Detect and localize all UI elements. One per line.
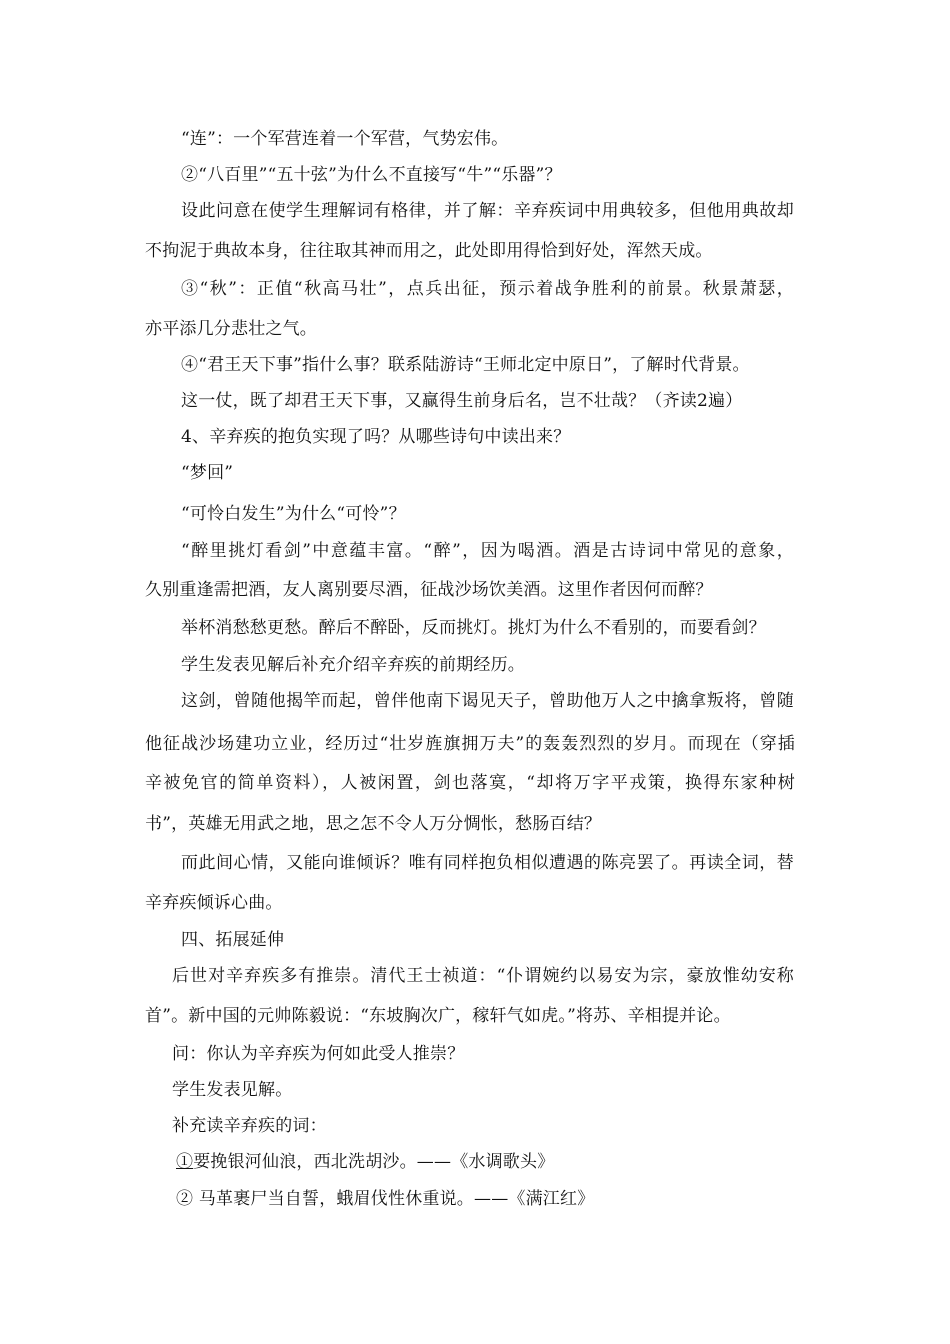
text-line: 辛弃疾倾诉心曲。 bbox=[145, 893, 283, 913]
text-line: ③“秋”：正值“秋高马壮”，点兵出征，预示着战争胜利的前景。秋景萧瑟， bbox=[181, 279, 794, 299]
text-line: 补充读辛弃疾的词： bbox=[172, 1116, 327, 1136]
text-line: ②“八百里”“五十弦”为什么不直接写“牛”“乐器”？ bbox=[181, 165, 562, 185]
text-line: 学生发表见解后补充介绍辛弃疾的前期经历。 bbox=[181, 655, 525, 675]
text-line: ④“君王天下事”指什么事？联系陆游诗“王师北定中原日”，了解时代背景。 bbox=[181, 355, 750, 375]
text-line: 学生发表见解。 bbox=[172, 1080, 293, 1100]
text-line: 不拘泥于典故本身，往往取其神而用之，此处即用得恰到好处，浑然天成。 bbox=[145, 241, 713, 261]
text-line: “醉里挑灯看剑”中意蕴丰富。“醉”，因为喝酒。酒是古诗词中常见的意象， bbox=[181, 541, 794, 561]
text-line: 问：你认为辛弃疾为何如此受人推崇？ bbox=[172, 1044, 465, 1064]
text-line: “梦回” bbox=[181, 463, 234, 483]
section-heading: 四、拓展延伸 bbox=[181, 930, 285, 950]
text-line: 辛被免官的简单资料），人被闲置，剑也落寞，“却将万字平戎策，换得东家种树 bbox=[145, 773, 795, 793]
text-line: “可怜白发生”为什么“可怜”？ bbox=[181, 504, 406, 524]
text-line: 这一仗，既了却君王天下事，又赢得生前身后名，岂不壮哉？（齐读2遍） bbox=[181, 391, 743, 411]
text-line: 而此间心情，又能向谁倾诉？唯有同样抱负相似遭遇的陈亮罢了。再读全词，替 bbox=[181, 853, 794, 873]
poem-text: 要挽银河仙浪，西北洗胡沙。——《水调歌头》 bbox=[193, 1152, 555, 1172]
text-line: 久别重逢需把酒，友人离别要尽酒，征战沙场饮美酒。这里作者因何而醉？ bbox=[145, 580, 713, 600]
poem-line: ② 马革裹尸当自誓，蛾眉伐性休重说。——《满江红》 bbox=[176, 1189, 595, 1209]
text-line: “连”：一个军营连着一个军营，气势宏伟。 bbox=[181, 129, 509, 149]
text-line: 亦平添几分悲壮之气。 bbox=[145, 319, 317, 339]
text-line: 首”。新中国的元帅陈毅说：“东坡胸次广，稼轩气如虎。”将苏、辛相提并论。 bbox=[145, 1006, 731, 1026]
text-line: 设此问意在使学生理解词有格律，并了解：辛弃疾词中用典较多，但他用典故却 bbox=[181, 201, 794, 221]
text-line: 后世对辛弃疾多有推崇。清代王士祯道：“仆谓婉约以易安为宗，豪放惟幼安称 bbox=[172, 966, 794, 986]
item-number: ① bbox=[176, 1152, 194, 1172]
text-line: 这剑，曾随他揭竿而起，曾伴他南下谒见天子，曾助他万人之中擒拿叛将，曾随 bbox=[181, 691, 794, 711]
poem-line bbox=[176, 1151, 554, 1173]
text-line: 他征战沙场建功立业，经历过“壮岁旌旗拥万夫”的轰轰烈烈的岁月。而现在（穿插 bbox=[145, 734, 795, 754]
text-line: 4、辛弃疾的抱负实现了吗？从哪些诗句中读出来？ bbox=[181, 427, 571, 447]
text-line: 书”，英雄无用武之地，思之怎不令人万分惆怅，愁肠百结？ bbox=[145, 814, 602, 834]
text-line: 举杯消愁愁更愁。醉后不醉卧，反而挑灯。挑灯为什么不看别的，而要看剑？ bbox=[181, 618, 766, 638]
